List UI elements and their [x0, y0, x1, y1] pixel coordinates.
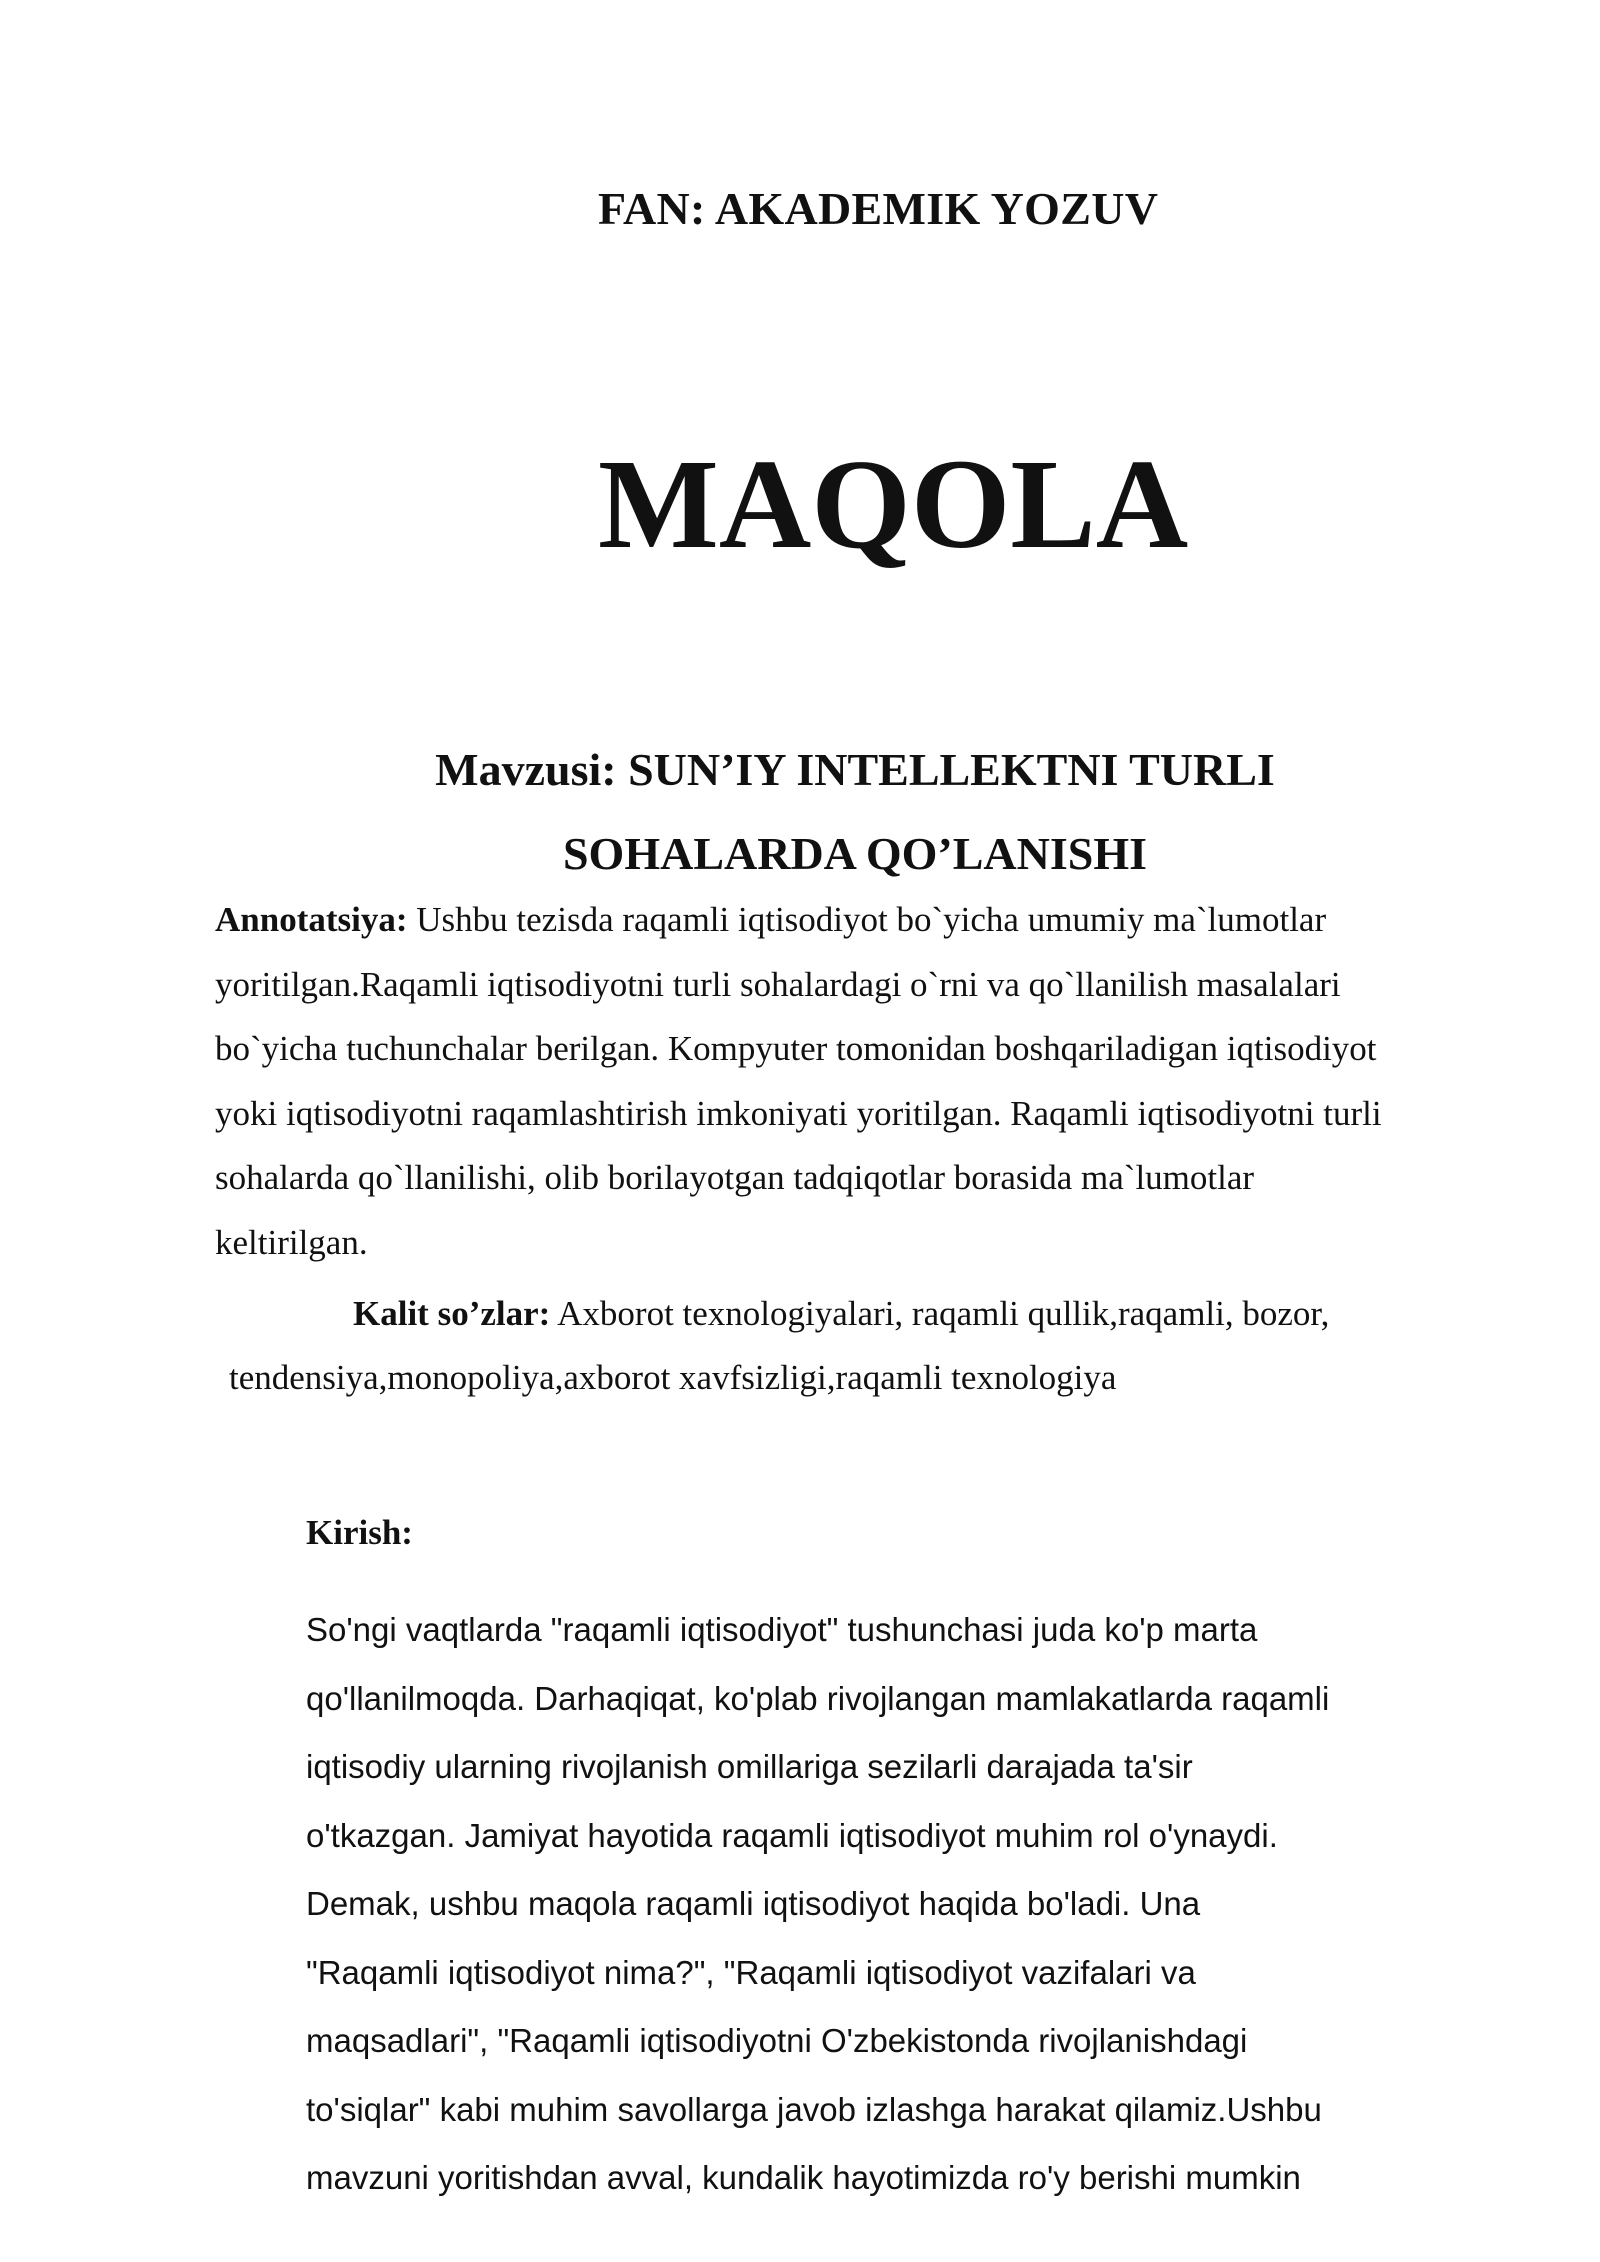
intro-paragraph	[306, 1596, 1466, 2213]
keywords-first-text: Axborot texnologiyalari, raqamli qullik,raqamli, bozor,	[550, 1294, 1330, 1333]
intro-line-3: iqtisodiy ularning rivojlanish omillariga sezilarli darajada ta'sir	[306, 1748, 1193, 1785]
intro-line-2: qo'llanilmoqda. Darhaqiqat, ko'plab rivojlangan mamlakatlarda raqamli	[306, 1679, 1330, 1717]
topic-heading	[210, 728, 1500, 896]
topic-line-1: Mavzusi: SUN’IY INTELLEKTNI TURLI	[435, 744, 1275, 795]
document-title: MAQOLA	[598, 433, 1189, 575]
keywords-line-2: tendensiya,monopoliya,axborot xavfsizligi,raqamli texnologiya	[229, 1358, 1117, 1397]
intro-heading: Kirish:	[306, 1513, 413, 1552]
keywords-line-1	[215, 1282, 1505, 1346]
intro-line-4: o'tkazgan. Jamiyat hayotida raqamli iqtisodiyot muhim rol o'ynaydi.	[306, 1816, 1278, 1854]
annotation-line-2: yoritilgan.Raqamli iqtisodiyotni turli sohalardagi o`rni va qo`llanilish masalalari	[215, 964, 1341, 1004]
annotation-label: Annotatsiya:	[215, 900, 408, 939]
intro-line-5: Demak, ushbu maqola raqamli iqtisodiyot haqida bo'ladi. Una	[306, 1885, 1201, 1922]
annotation-paragraph	[215, 888, 1505, 1275]
intro-line-8: to'siqlar" kabi muhim savollarga javob izlashga harakat qilamiz.Ushbu	[306, 2090, 1322, 2128]
topic-line-2: SOHALARDA QO’LANISHI	[562, 828, 1148, 879]
keywords-paragraph	[215, 1282, 1505, 1410]
annotation-line-4: yoki iqtisodiyotni raqamlashtirish imkoniyati yoritilgan. Raqamli iqtisodiyotni turli	[215, 1093, 1382, 1133]
annotation-first-text: Ushbu tezisda raqamli iqtisodiyot bo`yicha umumiy ma`lumotlar	[407, 900, 1327, 939]
annotation-line-6: keltirilgan.	[215, 1222, 368, 1262]
annotation-line-1	[215, 888, 1505, 953]
intro-line-6: "Raqamli iqtisodiyot nima?", "Raqamli iqtisodiyot vazifalari va	[306, 1953, 1196, 1991]
annotation-line-3: bo`yicha tuchunchalar berilgan. Kompyuter tomonidan boshqariladigan iqtisodiyot	[215, 1029, 1377, 1068]
intro-line-1: So'ngi vaqtlarda "raqamli iqtisodiyot" tushunchasi juda ko'p marta	[306, 1611, 1258, 1648]
intro-line-7: maqsadlari", "Raqamli iqtisodiyotni O'zbekistonda rivojlanishdagi	[306, 2022, 1248, 2059]
annotation-line-5: sohalarda qo`llanilishi, olib borilayotgan tadqiqotlar borasida ma`lumotlar	[215, 1158, 1255, 1197]
subject-heading: FAN: AKADEMIK YOZUV	[598, 183, 1159, 234]
intro-line-9: mavzuni yoritishdan avval, kundalik hayotimizda ro'y berishi mumkin	[306, 2159, 1301, 2196]
keywords-label: Kalit so’zlar:	[353, 1294, 551, 1333]
